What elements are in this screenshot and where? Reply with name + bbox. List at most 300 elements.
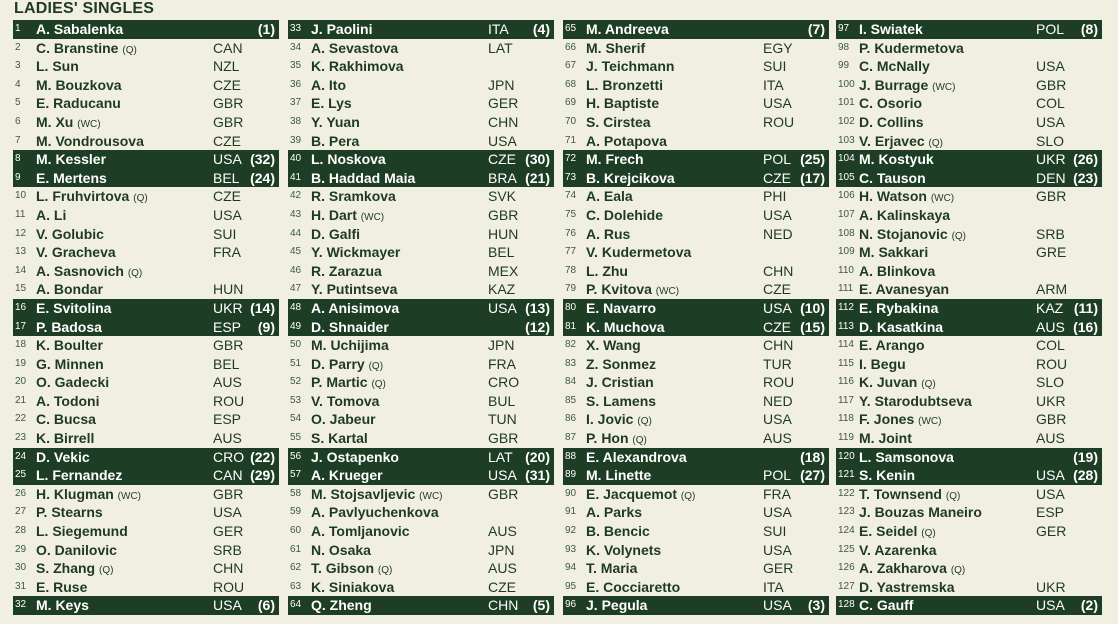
draw-position-number: 93	[565, 543, 577, 555]
player-name	[859, 541, 937, 560]
player-name-text: P. Stearns	[36, 504, 103, 521]
draw-position-number: 52	[290, 376, 302, 388]
draw-row	[288, 318, 554, 337]
player-name-text: M. Andreeva	[586, 21, 669, 37]
player-name-text: M. Vondrousova	[36, 132, 144, 149]
player-seed: (21)	[525, 169, 550, 186]
player-country: USA	[1036, 113, 1065, 130]
draw-position-number: 116	[838, 376, 854, 388]
player-name-text: Y. Yuan	[311, 113, 360, 130]
player-country: CZE	[213, 76, 241, 93]
entry-status-tag: (Q)	[921, 528, 936, 540]
draw-position-number: 100	[838, 78, 855, 90]
player-country: ROU	[213, 392, 245, 409]
draw-position-number: 73	[565, 171, 577, 183]
player-name-text: D. Shnaider	[311, 318, 389, 335]
draw-row	[563, 466, 829, 485]
draw-row	[288, 206, 554, 225]
entry-status-tag: (Q)	[921, 379, 936, 391]
draw-position-number: 70	[565, 115, 577, 127]
player-seed: (5)	[532, 597, 550, 614]
player-name-text: S. Lamens	[586, 392, 657, 409]
player-seed: (10)	[800, 299, 825, 316]
player-seed: (30)	[525, 151, 550, 168]
draw-position-number: 17	[15, 320, 27, 332]
player-country: USA	[763, 411, 792, 428]
player-country: BRA	[488, 169, 517, 186]
player-name-text: H. Klugman	[36, 485, 114, 502]
draw-row	[836, 150, 1102, 169]
entry-status-tag: (Q)	[133, 193, 148, 205]
draw-position-number: 128	[838, 599, 855, 611]
draw-position-number: 44	[290, 227, 302, 239]
draw-row	[288, 336, 554, 355]
player-name	[859, 243, 928, 262]
player-name	[311, 262, 382, 281]
player-name-text: S. Cirstea	[586, 113, 651, 130]
draw-row	[288, 373, 554, 392]
player-country: TUN	[488, 411, 517, 428]
draw-position-number: 79	[565, 283, 577, 295]
entry-status-tag: (Q)	[928, 137, 943, 149]
player-name	[36, 578, 87, 597]
player-name-text: B. Pera	[311, 132, 360, 149]
player-country: USA	[763, 95, 792, 112]
player-name-text: N. Osaka	[311, 541, 371, 558]
draw-position-number: 47	[290, 283, 302, 295]
player-name	[36, 318, 102, 337]
entry-status-tag: (WC)	[932, 81, 956, 93]
player-country: USA	[763, 597, 792, 614]
player-country: GBR	[1036, 76, 1067, 93]
player-name-text: K. Siniakova	[311, 578, 395, 595]
draw-row	[13, 299, 279, 318]
draw-row	[13, 243, 279, 262]
draw-row	[563, 522, 829, 541]
player-country: GBR	[1036, 188, 1067, 205]
draw-position-number: 81	[565, 320, 577, 332]
player-name	[36, 243, 116, 262]
player-name	[859, 94, 922, 113]
player-name-text: A. Rus	[586, 225, 631, 242]
player-name-text: L. Bronzetti	[586, 76, 663, 93]
entry-status-tag: (Q)	[377, 565, 393, 577]
draw-position-number: 71	[565, 134, 577, 146]
player-country: GER	[1036, 523, 1067, 540]
player-seed: (20)	[525, 448, 550, 465]
draw-position-number: 87	[565, 432, 577, 444]
draw-position-number: 106	[838, 190, 855, 202]
draw-position-number: 18	[15, 339, 27, 351]
player-name-text: A. Bondar	[36, 281, 103, 298]
draw-row	[13, 410, 279, 429]
player-name	[586, 373, 654, 392]
entry-status-tag: (Q)	[950, 565, 966, 577]
player-name-text: S. Kartal	[311, 430, 368, 447]
draw-position-number: 19	[15, 357, 27, 369]
draw-position-number: 118	[838, 413, 854, 425]
player-name	[586, 132, 667, 151]
draw-position-number: 46	[290, 264, 302, 276]
player-seed: (27)	[800, 467, 825, 484]
player-name	[311, 596, 372, 615]
player-seed: (6)	[257, 597, 275, 614]
player-name-text: D. Collins	[859, 113, 924, 130]
player-country: USA	[763, 504, 792, 521]
player-country: NED	[763, 392, 793, 409]
player-name-text: I. Jovic	[586, 411, 634, 428]
draw-row	[563, 596, 829, 615]
player-country: SLO	[1036, 374, 1065, 391]
draw-position-number: 1	[15, 23, 21, 34]
player-seed: (31)	[525, 467, 550, 484]
player-country: UKR	[1036, 392, 1066, 409]
draw-row	[836, 76, 1102, 95]
player-name-text: P. Badosa	[36, 318, 102, 335]
player-name	[36, 522, 128, 541]
player-name-text: T. Townsend	[859, 485, 942, 502]
player-name	[311, 39, 398, 58]
player-name-text: E. Alexandrova	[586, 448, 687, 465]
player-name	[859, 596, 913, 615]
draw-row	[836, 373, 1102, 392]
draw-row	[836, 596, 1102, 615]
player-name	[586, 392, 656, 411]
draw-row	[13, 76, 279, 95]
player-name-text: B. Bencic	[586, 523, 650, 540]
player-name-text: D. Vekic	[36, 448, 90, 465]
player-country: ROU	[1036, 355, 1068, 372]
player-country: ESP	[213, 318, 242, 335]
player-seed: (13)	[525, 299, 550, 316]
draw-position-number: 102	[838, 115, 855, 127]
player-name-text: L. Fruhvirtova	[36, 188, 130, 205]
draw-row	[836, 39, 1102, 58]
player-country: GBR	[488, 430, 519, 447]
draw-position-number: 103	[838, 134, 855, 146]
page-title: LADIES' SINGLES	[14, 0, 155, 17]
player-country: USA	[488, 132, 517, 149]
player-name-text: D. Kasatkina	[859, 318, 944, 335]
player-country: GBR	[1036, 411, 1067, 428]
draw-row	[288, 187, 554, 206]
draw-row	[563, 94, 829, 113]
player-name	[311, 57, 404, 76]
player-seed: (12)	[525, 318, 550, 335]
player-name	[586, 262, 628, 281]
player-name	[311, 20, 372, 39]
player-name-text: P. Kudermetova	[859, 39, 964, 56]
player-name-text: J. Bouzas Maneiro	[859, 504, 982, 521]
draw-row	[563, 76, 829, 95]
player-name	[311, 113, 360, 132]
player-country: JPN	[488, 337, 515, 354]
draw-row	[13, 187, 279, 206]
player-seed: (9)	[257, 318, 275, 335]
player-name-text: A. Krueger	[311, 467, 383, 484]
player-name-text: J. Burrage	[859, 76, 929, 93]
player-name	[311, 76, 346, 95]
entry-status-tag: (Q)	[637, 416, 652, 428]
draw-position-number: 125	[838, 543, 855, 555]
player-name	[36, 541, 117, 560]
draw-position-number: 26	[15, 487, 27, 499]
draw-position-number: 67	[565, 60, 577, 72]
entry-status-tag: (Q)	[122, 44, 137, 56]
player-name-text: D. Yastremska	[859, 578, 955, 595]
player-name-text: E. Svitolina	[36, 299, 112, 316]
draw-position-number: 2	[15, 41, 21, 53]
player-country: FRA	[763, 485, 791, 502]
draw-position-number: 51	[290, 357, 302, 369]
player-country: DEN	[1036, 169, 1066, 186]
player-country: ROU	[763, 113, 795, 130]
player-seed: (16)	[1073, 318, 1098, 335]
draw-row	[288, 410, 554, 429]
player-country: ARM	[1036, 281, 1068, 298]
player-country: USA	[1036, 597, 1065, 614]
player-seed: (26)	[1073, 151, 1098, 168]
player-name-text: C. Tauson	[859, 169, 926, 186]
draw-row	[288, 113, 554, 132]
draw-row	[836, 299, 1102, 318]
player-country: NZL	[213, 58, 240, 75]
player-name-text: M. Sherif	[586, 39, 646, 56]
player-name	[36, 466, 122, 485]
draw-row	[836, 503, 1102, 522]
draw-row	[563, 20, 829, 39]
player-name	[311, 94, 352, 113]
draw-position-number: 72	[565, 153, 577, 165]
player-seed: (17)	[800, 169, 825, 186]
draw-row	[13, 57, 279, 76]
draw-row	[13, 355, 279, 374]
draw-position-number: 114	[838, 339, 854, 351]
draw-position-number: 61	[290, 543, 302, 555]
draw-position-number: 64	[290, 599, 302, 611]
draw-position-number: 38	[290, 115, 302, 127]
player-name-text: M. Joint	[859, 430, 912, 447]
player-name	[586, 541, 661, 560]
player-name	[311, 410, 376, 429]
draw-row	[836, 448, 1102, 467]
player-seed: (32)	[250, 151, 275, 168]
player-seed: (2)	[1080, 597, 1098, 614]
player-name-text: R. Sramkova	[311, 188, 396, 205]
draw-position-number: 86	[565, 413, 577, 425]
player-name	[859, 466, 915, 485]
player-name-text: V. Golubic	[36, 225, 104, 242]
draw-position-number: 29	[15, 543, 27, 555]
player-name-text: B. Krejcikova	[586, 169, 675, 186]
player-name-text: D. Parry	[311, 355, 365, 372]
draw-position-number: 27	[15, 506, 27, 518]
player-country: FRA	[488, 355, 516, 372]
draw-row	[288, 596, 554, 615]
entry-status-tag: (WC)	[419, 490, 443, 502]
draw-position-number: 58	[290, 487, 302, 499]
draw-position-number: 60	[290, 525, 302, 537]
player-name-text: K. Birrell	[36, 430, 95, 447]
draw-position-number: 36	[290, 78, 302, 90]
draw-row	[563, 299, 829, 318]
player-country: CZE	[763, 169, 791, 186]
draw-row	[563, 206, 829, 225]
player-country: GBR	[488, 485, 519, 502]
draw-position-number: 5	[15, 97, 21, 109]
draw-position-number: 78	[565, 264, 577, 276]
player-country: USA	[213, 597, 242, 614]
player-name	[311, 225, 360, 244]
draw-position-number: 113	[838, 320, 854, 332]
draw-row	[13, 485, 279, 504]
player-name	[586, 169, 675, 188]
player-country: AUS	[213, 430, 242, 447]
player-country: SUI	[763, 58, 787, 75]
player-country: CZE	[213, 188, 241, 205]
player-name	[36, 596, 89, 615]
draw-position-number: 108	[838, 227, 855, 239]
player-name	[36, 132, 144, 151]
draw-position-number: 98	[838, 41, 850, 53]
draw-row	[563, 262, 829, 281]
player-name	[586, 466, 651, 485]
draw-row	[288, 355, 554, 374]
player-name-text: A. Eala	[586, 188, 633, 205]
player-country: TUR	[763, 355, 792, 372]
player-country: CHN	[213, 560, 244, 577]
player-country: GER	[213, 523, 244, 540]
draw-row	[836, 522, 1102, 541]
player-name-text: A. Parks	[586, 504, 643, 521]
player-name	[36, 336, 103, 355]
player-country: POL	[1036, 21, 1065, 37]
draw-row	[836, 243, 1102, 262]
player-country: CRO	[488, 374, 520, 391]
player-name	[36, 225, 104, 244]
draw-position-number: 54	[290, 413, 302, 425]
player-country: SRB	[1036, 225, 1065, 242]
draw-position-number: 96	[565, 599, 577, 611]
player-name	[311, 169, 415, 188]
player-country: NED	[763, 225, 793, 242]
player-name	[586, 596, 647, 615]
draw-row	[836, 429, 1102, 448]
draw-row	[288, 76, 554, 95]
entry-status-tag: (Q)	[371, 379, 386, 391]
draw-row	[13, 280, 279, 299]
player-name-text: M. Keys	[36, 597, 89, 614]
draw-position-number: 14	[15, 264, 27, 276]
entry-status-tag: (Q)	[680, 490, 696, 502]
player-name	[586, 503, 642, 522]
player-name	[859, 429, 912, 448]
draw-row	[288, 448, 554, 467]
draw-position-number: 28	[15, 525, 27, 537]
player-country: CZE	[488, 578, 516, 595]
player-name-text: V. Azarenka	[859, 541, 937, 558]
draw-position-number: 10	[15, 190, 27, 202]
draw-position-number: 91	[565, 506, 577, 518]
player-name	[586, 299, 656, 318]
player-name-text: Y. Starodubtseva	[859, 392, 972, 409]
draw-position-number: 92	[565, 525, 577, 537]
player-country: GBR	[488, 206, 519, 223]
draw-row	[563, 503, 829, 522]
player-country: KAZ	[1036, 299, 1064, 316]
draw-row	[288, 169, 554, 188]
draw-position-number: 32	[15, 599, 27, 611]
player-name-text: A. Tomljanovic	[311, 523, 410, 540]
player-name-text: C. McNally	[859, 58, 930, 75]
player-name	[311, 299, 399, 318]
draw-column-1	[13, 20, 279, 615]
draw-position-number: 120	[838, 450, 855, 462]
player-name	[859, 150, 934, 169]
draw-row	[288, 503, 554, 522]
player-name-text: C. Branstine	[36, 39, 119, 56]
player-country: LAT	[488, 39, 513, 56]
draw-row	[13, 169, 279, 188]
player-name-text: C. Dolehide	[586, 206, 664, 223]
player-name-text: N. Stojanovic	[859, 225, 948, 242]
player-seed: (4)	[532, 21, 550, 37]
draw-row	[13, 132, 279, 151]
player-country: JPN	[488, 541, 515, 558]
draw-position-number: 117	[838, 394, 854, 406]
player-name-text: T. Gibson	[311, 560, 374, 577]
draw-position-number: 99	[838, 60, 850, 72]
player-name	[311, 280, 397, 299]
draw-row	[836, 541, 1102, 560]
player-country: UKR	[213, 299, 243, 316]
player-name-text: E. Navarro	[586, 299, 657, 316]
draw-position-number: 8	[15, 153, 21, 165]
player-name-text: J. Cristian	[586, 374, 654, 391]
draw-row	[13, 336, 279, 355]
player-name	[859, 503, 982, 522]
draw-row	[288, 299, 554, 318]
player-name	[311, 336, 389, 355]
player-seed: (11)	[1073, 299, 1098, 316]
player-name	[36, 503, 103, 522]
draw-row	[563, 57, 829, 76]
player-country: SUI	[763, 523, 787, 540]
entry-status-tag: (WC)	[918, 416, 942, 428]
draw-position-number: 55	[290, 432, 302, 444]
draw-row	[563, 559, 829, 578]
draw-row	[836, 94, 1102, 113]
player-country: GER	[488, 95, 519, 112]
entry-status-tag: (Q)	[99, 565, 114, 577]
draw-position-number: 111	[838, 283, 854, 295]
player-name-text: L. Siegemund	[36, 523, 128, 540]
draw-position-number: 34	[290, 41, 302, 53]
player-country: CZE	[213, 132, 241, 149]
player-country: EGY	[763, 39, 793, 56]
player-seed: (3)	[807, 597, 825, 614]
draw-position-number: 49	[290, 320, 302, 332]
player-name-text: E. Rybakina	[859, 299, 939, 316]
entry-status-tag: (Q)	[368, 360, 384, 372]
draw-column-2	[288, 20, 554, 615]
player-name	[311, 392, 379, 411]
draw-row	[836, 225, 1102, 244]
draw-position-number: 89	[565, 469, 577, 481]
player-name-text: L. Zhu	[586, 262, 628, 279]
player-country: BEL	[213, 355, 240, 372]
player-name	[36, 373, 109, 392]
